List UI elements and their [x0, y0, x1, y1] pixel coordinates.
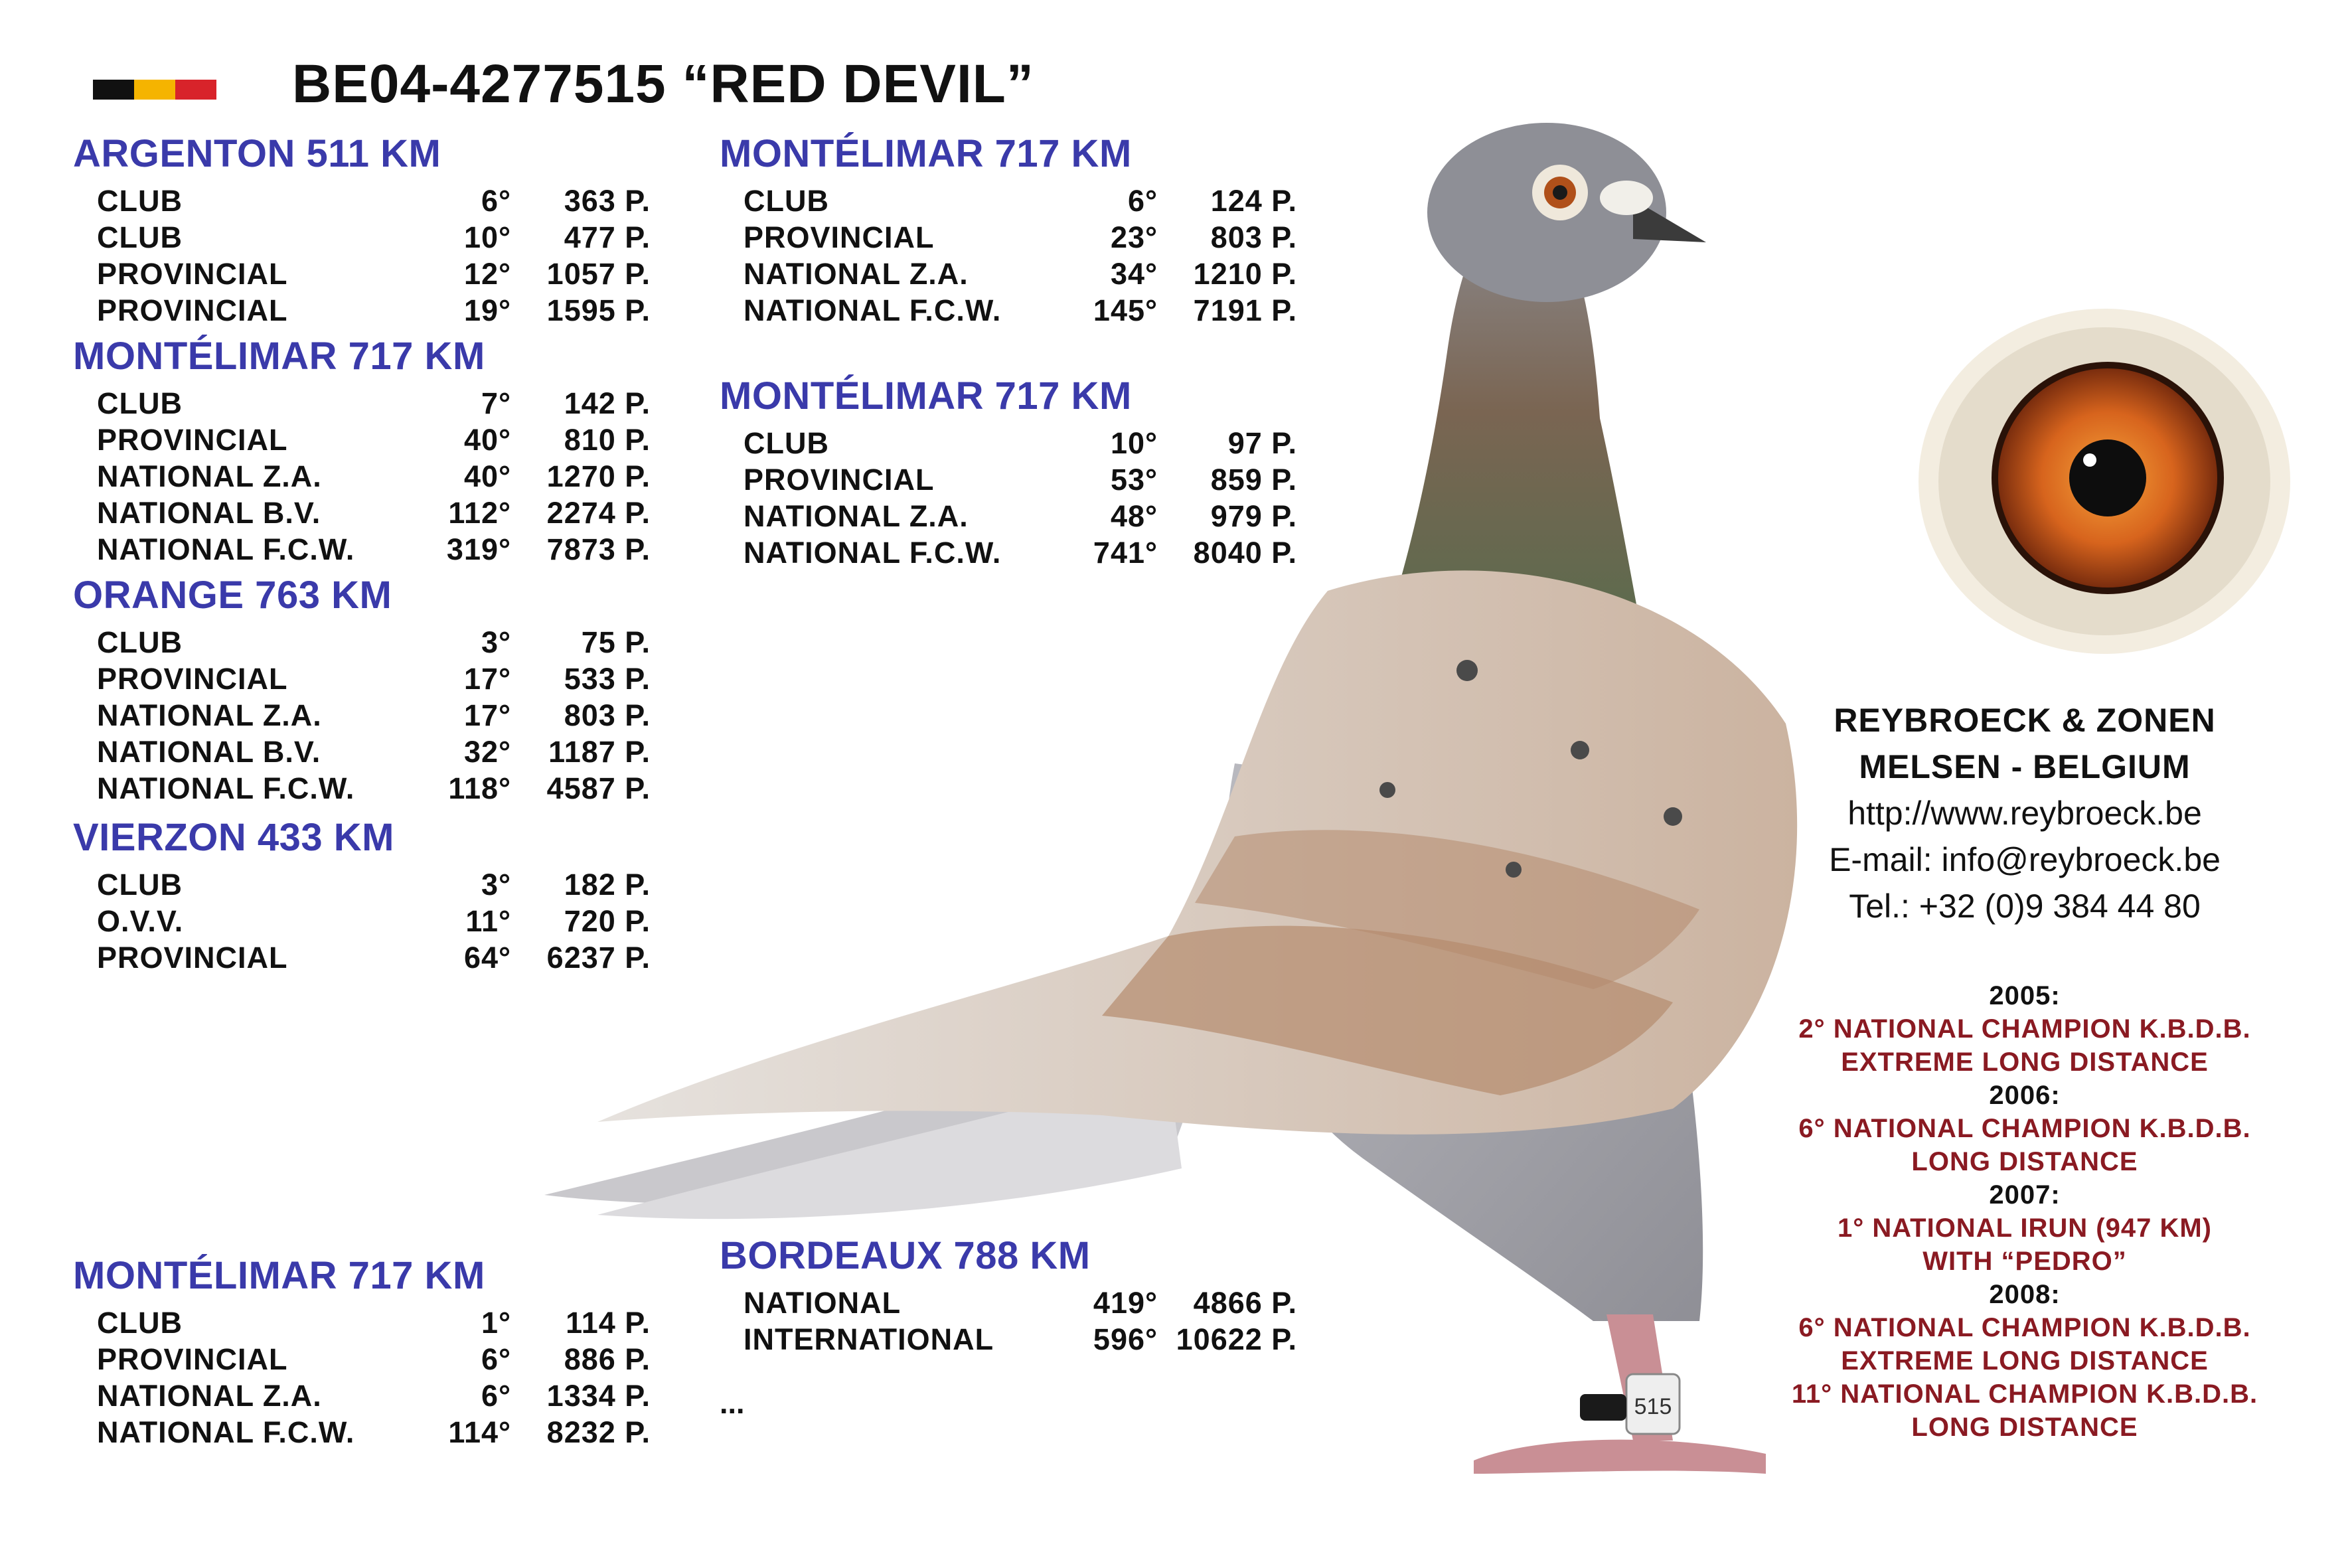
- result-position: 1°: [481, 1305, 511, 1340]
- race-title: MONTÉLIMAR 717 KM: [720, 132, 1132, 175]
- result-position: 23°: [1110, 220, 1158, 254]
- result-level: CLUB: [97, 220, 183, 254]
- result-participants: 4587 P.: [546, 771, 651, 805]
- result-level: PROVINCIAL: [744, 220, 935, 254]
- result-position: 6°: [481, 1342, 511, 1376]
- palmares-achievement: LONG DISTANCE: [1911, 1413, 2138, 1442]
- result-level: CLUB: [97, 625, 183, 659]
- leg-ring-number: 515: [1634, 1394, 1672, 1419]
- result-position: 596°: [1093, 1322, 1158, 1356]
- result-level: CLUB: [97, 386, 183, 420]
- race-title: VIERZON 433 KM: [73, 816, 394, 859]
- result-level: PROVINCIAL: [97, 1342, 288, 1376]
- palmares-achievement: 2° NATIONAL CHAMPION K.B.D.B.: [1798, 1014, 2251, 1044]
- result-level: PROVINCIAL: [97, 422, 288, 457]
- palmares-achievement: 1° NATIONAL IRUN (947 KM): [1837, 1214, 2212, 1243]
- result-participants: 1595 P.: [546, 293, 651, 327]
- breeder-contact: [1792, 697, 2257, 929]
- result-participants: 720 P.: [564, 903, 651, 938]
- result-position: 64°: [463, 940, 511, 975]
- result-participants: 6237 P.: [546, 940, 651, 975]
- result-position: 40°: [463, 459, 511, 493]
- result-level: PROVINCIAL: [97, 661, 288, 696]
- result-participants: 7873 P.: [546, 532, 651, 566]
- result-level: PROVINCIAL: [97, 256, 288, 291]
- result-participants: 8040 P.: [1193, 535, 1297, 570]
- palmares-year: 2005:: [1989, 981, 2061, 1010]
- breeder-name: REYBROECK & ZONEN: [1834, 702, 2216, 739]
- result-level: CLUB: [97, 1305, 183, 1340]
- race-title: MONTÉLIMAR 717 KM: [73, 335, 485, 378]
- result-participants: 4866 P.: [1193, 1285, 1297, 1320]
- result-level: PROVINCIAL: [97, 940, 288, 975]
- result-participants: 363 P.: [564, 183, 651, 218]
- result-participants: 477 P.: [564, 220, 651, 254]
- eye-closeup: [1912, 302, 2297, 661]
- result-position: 112°: [448, 495, 511, 530]
- result-position: 40°: [463, 422, 511, 457]
- result-participants: 803 P.: [564, 698, 651, 732]
- palmares-achievement: WITH “PEDRO”: [1922, 1247, 2127, 1276]
- result-participants: 2274 P.: [546, 495, 651, 530]
- race-title: ORANGE 763 KM: [73, 574, 392, 617]
- palmares-year: 2008:: [1989, 1280, 2061, 1309]
- flag-yellow-stripe: [134, 80, 175, 100]
- result-participants: 810 P.: [564, 422, 651, 457]
- result-position: 319°: [446, 532, 511, 566]
- pigeon-illustration: [505, 73, 1832, 1494]
- result-level: INTERNATIONAL: [744, 1322, 994, 1356]
- result-participants: 10622 P.: [1176, 1322, 1297, 1356]
- result-position: 10°: [463, 220, 511, 254]
- result-level: NATIONAL B.V.: [97, 495, 321, 530]
- pigeon-title: BE04-4277515 “RED DEVIL”: [292, 54, 1034, 114]
- race-title: BORDEAUX 788 KM: [720, 1234, 1091, 1277]
- result-participants: 142 P.: [564, 386, 651, 420]
- result-level: PROVINCIAL: [744, 462, 935, 497]
- result-level: NATIONAL F.C.W.: [97, 1415, 355, 1449]
- result-participants: 8232 P.: [546, 1415, 651, 1449]
- result-level: CLUB: [97, 867, 183, 902]
- result-level: NATIONAL F.C.W.: [744, 535, 1002, 570]
- result-participants: 803 P.: [1210, 220, 1297, 254]
- result-level: NATIONAL F.C.W.: [97, 771, 355, 805]
- result-level: CLUB: [744, 426, 829, 460]
- result-participants: 75 P.: [581, 625, 651, 659]
- result-participants: 97 P.: [1227, 426, 1297, 460]
- palmares-achievement: 11° NATIONAL CHAMPION K.B.D.B.: [1791, 1379, 2258, 1409]
- result-participants: 886 P.: [564, 1342, 651, 1376]
- result-position: 741°: [1093, 535, 1158, 570]
- palmares-achievement: EXTREME LONG DISTANCE: [1841, 1048, 2209, 1077]
- palmares-achievement: LONG DISTANCE: [1911, 1147, 2138, 1176]
- result-participants: 1270 P.: [546, 459, 651, 493]
- result-position: 114°: [448, 1415, 511, 1449]
- result-level: NATIONAL Z.A.: [744, 499, 969, 533]
- result-position: 19°: [463, 293, 511, 327]
- result-participants: 182 P.: [564, 867, 651, 902]
- result-level: NATIONAL Z.A.: [744, 256, 969, 291]
- palmares-achievement: 6° NATIONAL CHAMPION K.B.D.B.: [1798, 1114, 2251, 1143]
- result-position: 145°: [1093, 293, 1158, 327]
- race-title: MONTÉLIMAR 717 KM: [73, 1254, 485, 1297]
- result-level: O.V.V.: [97, 903, 184, 938]
- more-results-indicator: ...: [720, 1386, 745, 1420]
- email-link[interactable]: E-mail: info@reybroeck.be: [1829, 841, 2221, 878]
- race-title: ARGENTON 511 KM: [73, 132, 441, 175]
- result-participants: 124 P.: [1210, 183, 1297, 218]
- result-level: NATIONAL: [744, 1285, 902, 1320]
- palmares-year: 2007:: [1989, 1180, 2061, 1210]
- result-participants: 7191 P.: [1193, 293, 1297, 327]
- result-level: CLUB: [97, 183, 183, 218]
- result-position: 118°: [448, 771, 511, 805]
- result-participants: 533 P.: [564, 661, 651, 696]
- result-level: NATIONAL F.C.W.: [744, 293, 1002, 327]
- result-position: 11°: [465, 903, 511, 938]
- result-position: 32°: [463, 734, 511, 769]
- result-level: NATIONAL Z.A.: [97, 698, 322, 732]
- result-level: NATIONAL B.V.: [97, 734, 321, 769]
- result-position: 3°: [481, 625, 511, 659]
- phone-number: Tel.: +32 (0)9 384 44 80: [1849, 888, 2201, 925]
- result-participants: 1210 P.: [1193, 256, 1297, 291]
- belgian-flag: [93, 80, 216, 100]
- palmares-achievement: 6° NATIONAL CHAMPION K.B.D.B.: [1798, 1313, 2251, 1342]
- result-position: 12°: [463, 256, 511, 291]
- flag-red-stripe: [175, 80, 216, 100]
- result-position: 10°: [1110, 426, 1158, 460]
- result-level: NATIONAL Z.A.: [97, 1378, 322, 1413]
- breeder-location: MELSEN - BELGIUM: [1859, 748, 2191, 785]
- website-link[interactable]: http://www.reybroeck.be: [1847, 795, 2202, 832]
- result-participants: 979 P.: [1210, 499, 1297, 533]
- result-participants: 1057 P.: [546, 256, 651, 291]
- palmares-list: [1719, 979, 2330, 1444]
- result-participants: 114 P.: [566, 1305, 651, 1340]
- result-position: 419°: [1093, 1285, 1158, 1320]
- result-level: CLUB: [744, 183, 829, 218]
- result-position: 17°: [463, 661, 511, 696]
- flag-black-stripe: [93, 80, 134, 100]
- result-position: 6°: [481, 183, 511, 218]
- result-position: 3°: [481, 867, 511, 902]
- result-level: NATIONAL Z.A.: [97, 459, 322, 493]
- result-position: 34°: [1110, 256, 1158, 291]
- result-level: PROVINCIAL: [97, 293, 288, 327]
- result-position: 17°: [463, 698, 511, 732]
- result-participants: 1334 P.: [546, 1378, 651, 1413]
- palmares-achievement: EXTREME LONG DISTANCE: [1841, 1346, 2209, 1375]
- result-position: 7°: [481, 386, 511, 420]
- result-participants: 1187 P.: [548, 734, 651, 769]
- palmares-year: 2006:: [1989, 1081, 2061, 1110]
- result-position: 6°: [481, 1378, 511, 1413]
- result-level: NATIONAL F.C.W.: [97, 532, 355, 566]
- result-participants: 859 P.: [1210, 462, 1297, 497]
- result-position: 53°: [1110, 462, 1158, 497]
- result-position: 6°: [1127, 183, 1158, 218]
- result-position: 48°: [1110, 499, 1158, 533]
- race-title: MONTÉLIMAR 717 KM: [720, 374, 1132, 418]
